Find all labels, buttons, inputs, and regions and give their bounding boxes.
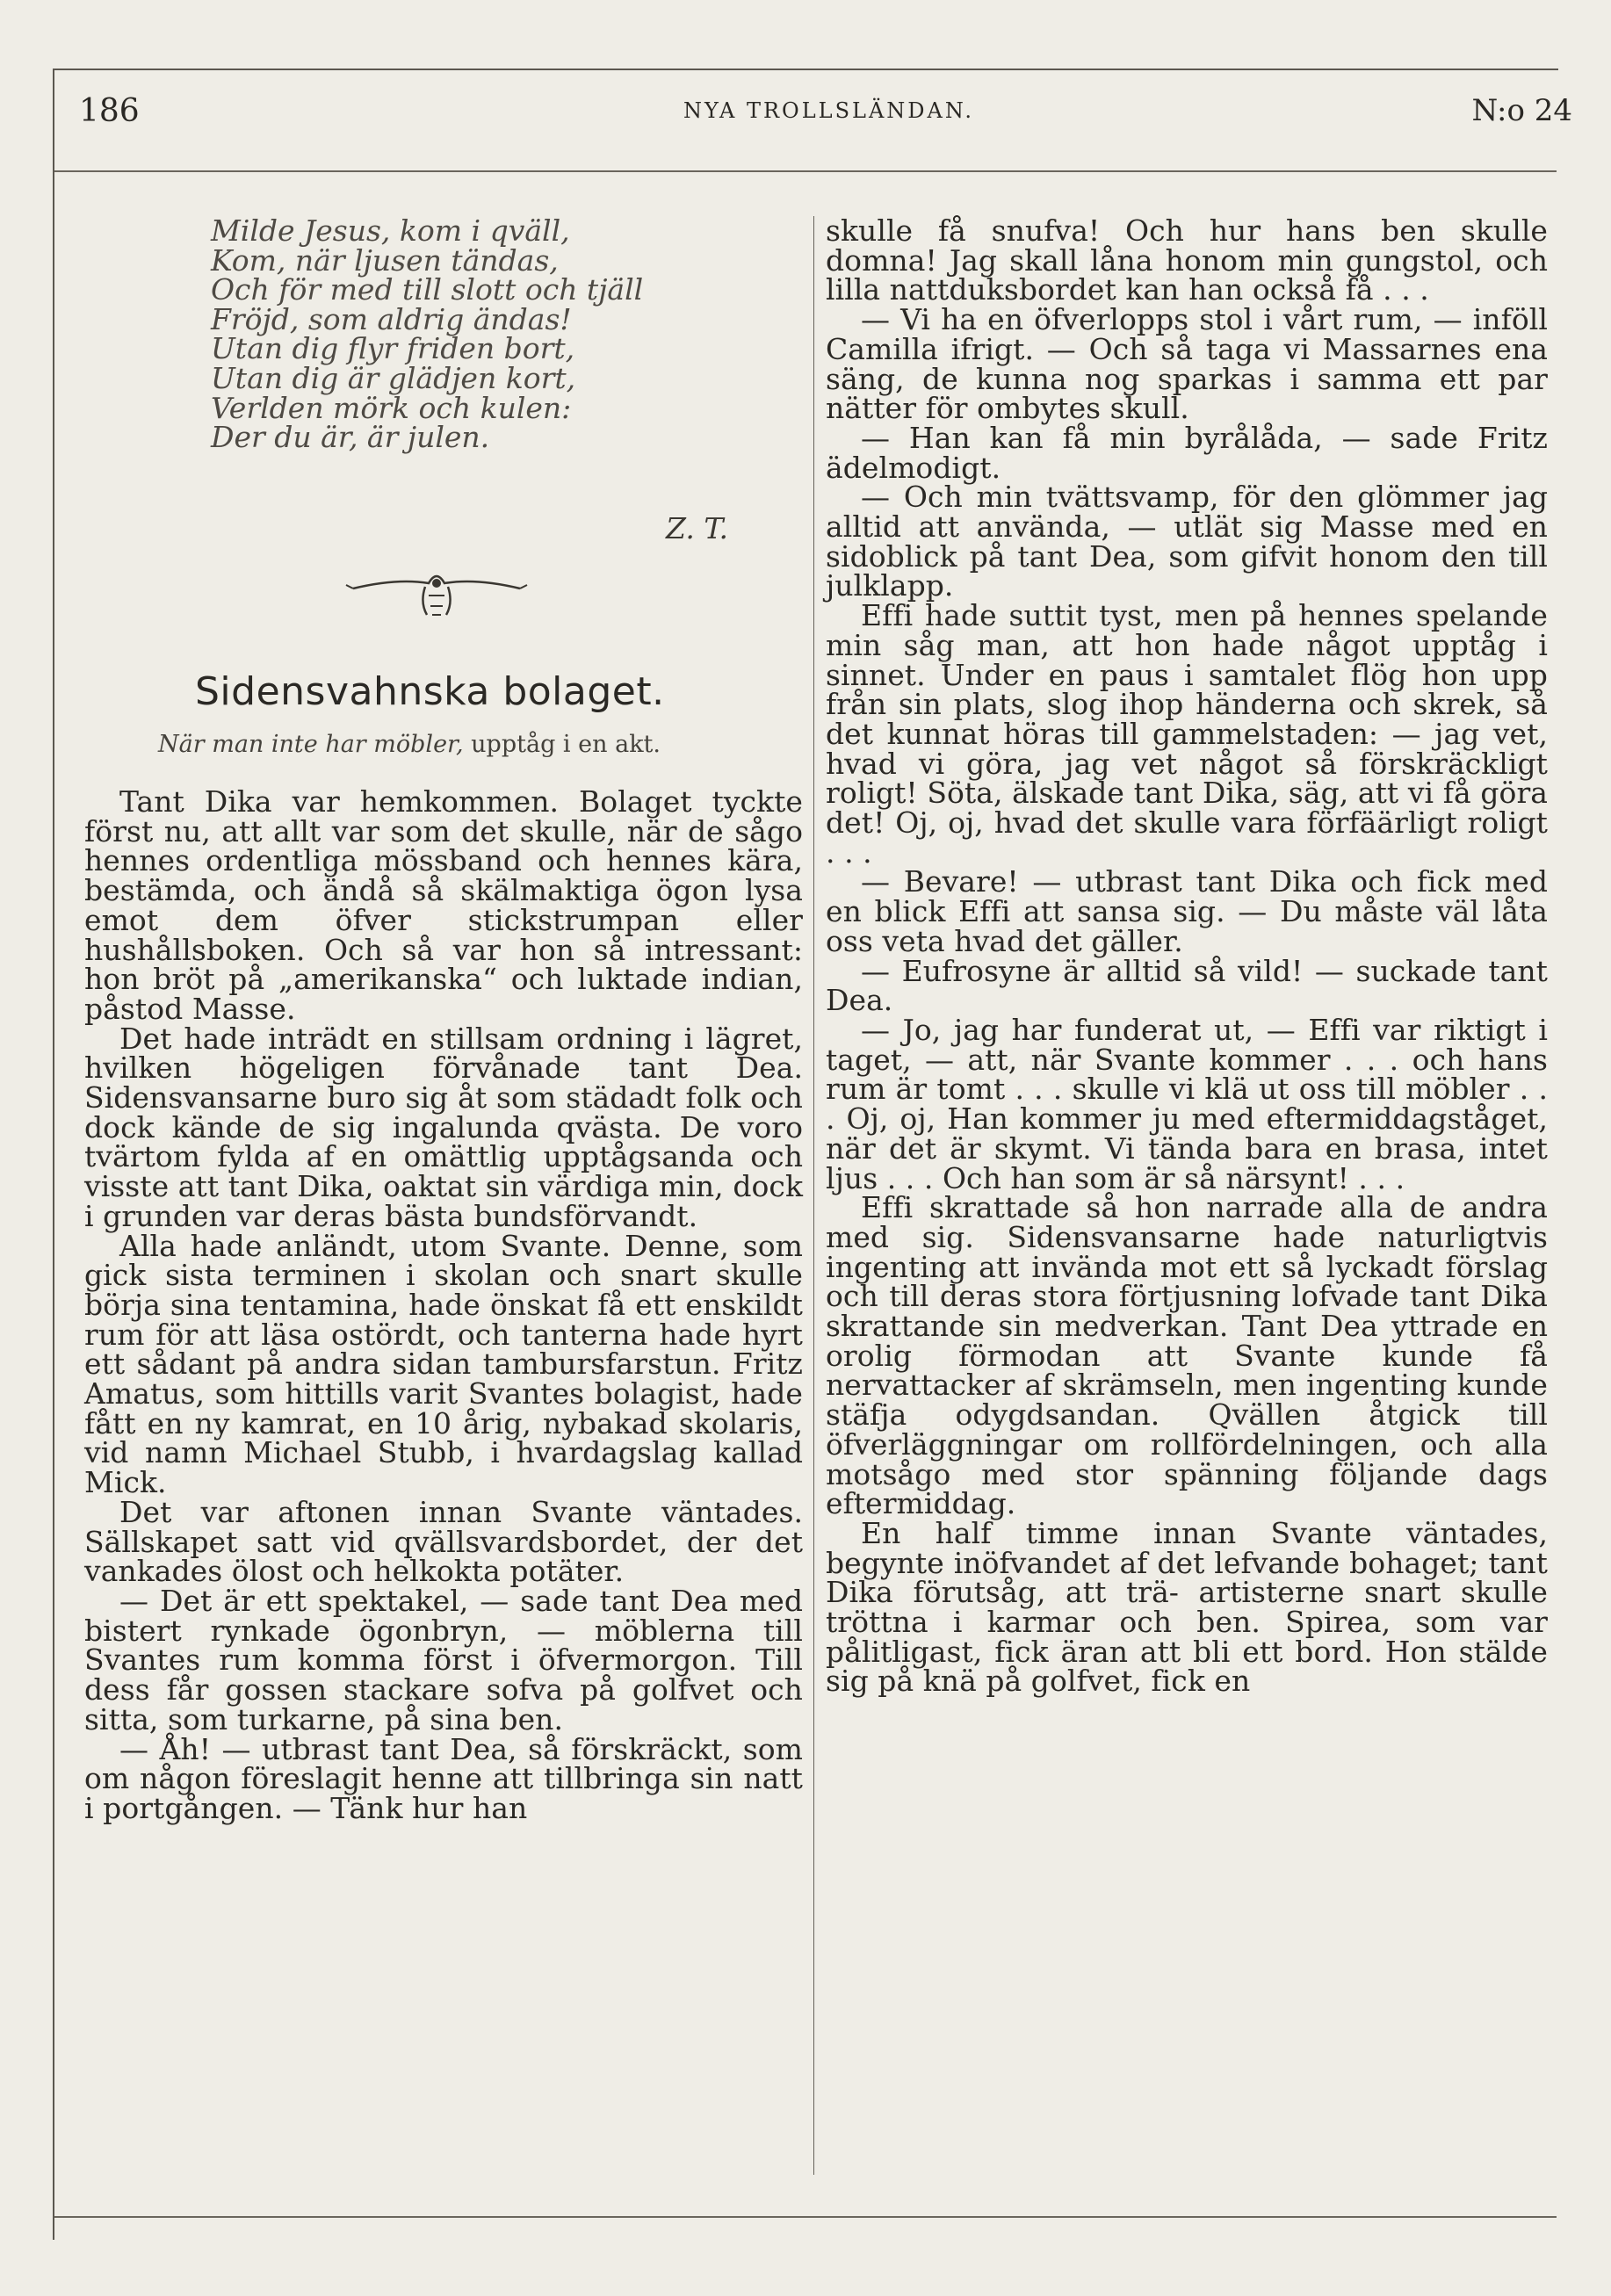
poem-line: Der du är, är julen. — [211, 420, 490, 455]
paragraph: — Vi ha en öfverlopps stol i vårt rum, — inföll Camilla ifrigt. — Och så taga vi Massarnes ena säng, de kunna nog sparkas i samma ett par nätter för ombytes skull. — [826, 302, 1548, 426]
poem — [211, 213, 644, 455]
paragraph: Alla hade anländt, utom Svante. Denne, som gick sista terminen i skolan och snart skulle börja sina tentamina, hade önskat få ett enskildt rum för att läsa ostördt, och tanterna hade hyrt ett sådant på andra sidan tambursfarstun. Fritz Amatus, som hittills varit Svantes bolagist, hade fått en ny kamrat, en 10 årig, nybakad skolaris, vid namn Michael Stubb, i hvardagslag kallad Mick. — [84, 1228, 803, 1500]
column-divider — [813, 216, 814, 2175]
story-title: Sidensvahnska bolaget. — [195, 669, 665, 714]
bottom-rule — [54, 2216, 1557, 2218]
poem-line: Kom, när ljusen tändas, — [211, 242, 559, 278]
poem-line: Verlden mörk och kulen: — [211, 390, 572, 425]
poem-line: Fröjd, som aldrig ändas! — [211, 301, 572, 336]
paragraph: — Eufrosyne är alltid så vild! — suckade tant Dea. — [826, 953, 1548, 1018]
paragraph: Det var aftonen innan Svante väntades. Sällskapet satt vid qvällsvardsbordet, der det vankades ölost och helkokta potäter. — [84, 1494, 803, 1589]
paragraph: — Jo, jag har funderat ut, — Effi var riktigt i taget, — att, när Svante kommer . . . och hans rum är tomt . . . skulle vi klä ut oss till möbler . . . Oj, oj, Han kommer ju med eftermiddagståget, när det är skymt. Vi tända bara en brasa, intet ljus . . . Och han som är så närsynt! . . . — [826, 1012, 1548, 1195]
subtitle-rest: upptåg i en akt. — [463, 731, 661, 758]
poem-line: Och för med till slott och tjäll — [211, 272, 644, 307]
page-number: 186 — [79, 93, 140, 129]
paragraph: En half timme innan Svante väntades, begynte inöfvandet af det lefvande bohaget; tant Dika förutsåg, att trä- artisterne snart skulle tröttna i karmar och ben. Spirea, som var pålitligast, fick äran att bli ett bord. Hon stälde sig på knä på golfvet, fick en — [826, 1515, 1548, 1699]
story-subtitle — [158, 731, 808, 758]
header-rule — [54, 170, 1557, 172]
paragraph: Effi skrattade så hon narrade alla de andra med sig. Sidensvansarne hade naturligtvis ingenting att invända mot ett så lyckadt förslag och till deras stora förtjusning lofvade tant Dika skrattande sin medverkan. Tant Dea yttrade en orolig förmodan att Svante kunde få nervattacker af skrämseln, men ingenting kunde stäfja odygdsandan. Qvällen åtgick till öfverläggningar om rollfördelningen, och alla motsågo med stor spänning följande dags eftermiddag. — [826, 1190, 1548, 1521]
ornament-vignette — [344, 562, 529, 632]
paragraph: — Åh! — utbrast tant Dea, så förskräckt, som om någon föreslagit henne att tillbringa sin natt i portgången. — Tänk hur han — [84, 1731, 803, 1825]
running-header — [79, 88, 1572, 141]
paragraph: — Bevare! — utbrast tant Dika och fick med en blick Effi att sansa sig. — Du måste väl låta oss veta hvad det gäller. — [826, 864, 1548, 958]
right-column — [826, 213, 1548, 1699]
subtitle-italic: När man inte har möbler, — [158, 731, 464, 758]
paragraph: Tant Dika var hemkommen. Bolaget tyckte först nu, att allt var som det skulle, när de sågo hennes ordentliga mössband och hennes kära, bestämda, och ändå så skälmaktiga ögon lysa emot dem öfver stickstrumpan eller hushållsboken. Och så var hon så intressant: hon bröt på „amerikanska“ och luktade indian, påstod Masse. — [84, 784, 803, 1026]
paragraph: — Det är ett spektakel, — sade tant Dea med bistert rynkade ögonbryn, — möblerna till Svantes rum komma först i öfvermorgon. Till dess får gossen stackare sofva på golfvet och sitta, som turkarne, på sina ben. — [84, 1583, 803, 1736]
journal-title: NYA TROLLSLÄNDAN. — [683, 98, 974, 123]
paragraph: — Han kan få min byrålåda, — sade Fritz ädelmodigt. — [826, 420, 1548, 485]
poem-line: Milde Jesus, kom i qväll, — [211, 213, 570, 248]
paragraph: Det hade inträdt en stillsam ordning i lägret, hvilken högeligen förvånade tant Dea. Sidensvansarne buro sig åt som städadt folk och dock kände de sig ingalunda qvästa. De voro tvärtom fylda af en omättlig upptågsanda och visste att tant Dika, oaktat sin värdiga min, dock i grunden var deras bästa bundsförvandt. — [84, 1021, 803, 1233]
poem-line: Utan dig är glädjen kort, — [211, 360, 576, 395]
issue-number: N:o 24 — [1471, 93, 1572, 128]
poem-line: Utan dig flyr friden bort, — [211, 331, 575, 366]
paragraph: — Och min tvättsvamp, för den glömmer jag alltid att använda, — utlät sig Masse med en sidoblick på tant Dea, som gifvit honom den till julklapp. — [826, 480, 1548, 603]
left-column — [84, 784, 803, 1825]
paragraph: Effi hade suttit tyst, men på hennes spelande min såg man, att hon hade något upptåg i sinnet. Under en paus i samtalet flög hon upp från sin plats, slog ihop händerna och skrek, så det kunnat höras till gammelstaden: — jag vet, hvad vi göra, jag vet något så förskräckligt roligt! Söta, älskade tant Dika, säg, att vi få göra det! Oj, oj, hvad det skulle vara förfäärligt roligt . . . — [826, 598, 1548, 870]
paragraph: skulle få snufva! Och hur hans ben skulle domna! Jag skall låna honom min gungstol, och lilla nattduksbordet kan han också få . . . — [826, 213, 1548, 307]
poem-signature: Z. T. — [666, 511, 728, 545]
